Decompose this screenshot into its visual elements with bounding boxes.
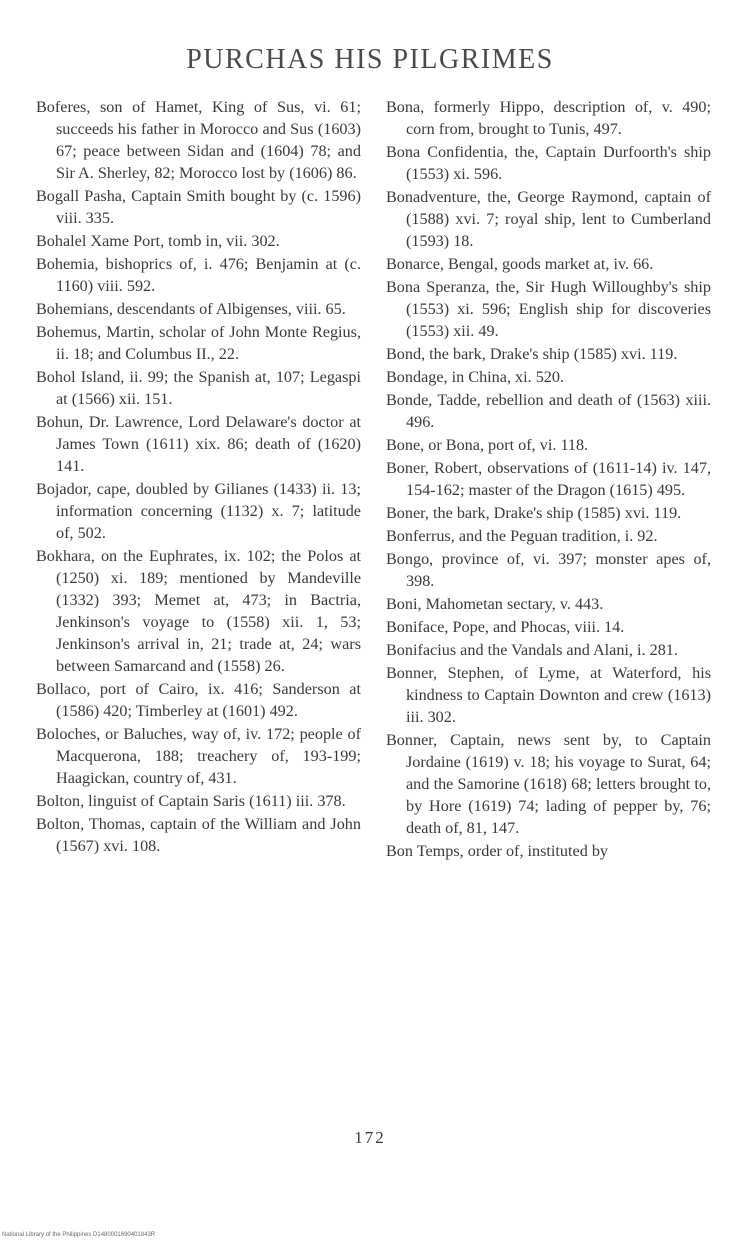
- index-entry: Boner, Robert, observations of (1611-14) iv. 147, 154-162; master of the Dragon (1615) 495.: [386, 459, 711, 499]
- index-entry: Bond, the bark, Drake's ship (1585) xvi. 119.: [386, 345, 678, 363]
- index-entry: Bonadventure, the, George Raymond, captain of (1588) xvi. 7; royal ship, lent to Cumberland (1593) 18.: [386, 188, 711, 250]
- index-entry: Bohol Island, ii. 99; the Spanish at, 107; Legaspi at (1566) xii. 151.: [36, 368, 361, 408]
- index-entry: Boferes, son of Hamet, King of Sus, vi. 61; succeeds his father in Morocco and Sus (1603) 67; peace between Sidan and (1604) 78; and Sir A. Sherley, 82; Morocco lost by (1606) 86.: [36, 98, 361, 182]
- index-entry: Bogall Pasha, Captain Smith bought by (c. 1596) viii. 335.: [36, 187, 361, 227]
- index-entry: Boloches, or Baluches, way of, iv. 172; people of Macquerona, 188; treachery of, 193-199; Haagickan, country of, 431.: [36, 725, 361, 787]
- index-entry: Bonde, Tadde, rebellion and death of (1563) xiii. 496.: [386, 391, 711, 431]
- left-column: [36, 96, 361, 858]
- index-entry: Boni, Mahometan sectary, v. 443.: [386, 595, 604, 613]
- page-title: PURCHAS HIS PILGRIMES: [186, 44, 554, 75]
- index-entry: Bona Confidentia, the, Captain Durfoorth's ship (1553) xi. 596.: [386, 143, 711, 183]
- index-entry: Bondage, in China, xi. 520.: [386, 368, 565, 386]
- index-entry: Bone, or Bona, port of, vi. 118.: [386, 436, 589, 454]
- scan-credit: National Library of the Philippines D1480001690401843R: [2, 1232, 156, 1238]
- index-entry: Bokhara, on the Euphrates, ix. 102; the Polos at (1250) xi. 189; mentioned by Mandeville (1332) 393; Memet at, 473; in Bactria, Jenkinson's voyage to (1558) xii. 1, 53; Jenkinson's arrival in, 21; trade at, 24; wars between Samarcand and (1558) 26.: [36, 547, 361, 675]
- index-entry: Bongo, province of, vi. 397; monster apes of, 398.: [386, 550, 711, 590]
- index-entry: Bohemia, bishoprics of, i. 476; Benjamin at (c. 1160) viii. 592.: [36, 255, 361, 295]
- index-entry: Bonner, Stephen, of Lyme, at Waterford, his kindness to Captain Downton and crew (1613) iii. 302.: [386, 664, 711, 726]
- index-entry: Bona Speranza, the, Sir Hugh Willoughby's ship (1553) xi. 596; English ship for discoveries (1553) xii. 49.: [386, 278, 711, 340]
- index-entry: Boner, the bark, Drake's ship (1585) xvi. 119.: [386, 504, 682, 522]
- index-entry: Bona, formerly Hippo, description of, v. 490; corn from, brought to Tunis, 497.: [386, 98, 711, 138]
- page-number: 172: [354, 1128, 386, 1147]
- right-column: [386, 96, 711, 863]
- index-entry: Bonifacius and the Vandals and Alani, i. 281.: [386, 641, 678, 659]
- index-entry: Bolton, linguist of Captain Saris (1611) iii. 378.: [36, 792, 346, 810]
- index-entry: Bonner, Captain, news sent by, to Captain Jordaine (1619) v. 18; his voyage to Surat, 64; and the Samorine (1618) 68; letters brought to, by Hore (1619) 74; lading of pepper by, 76; death of, 81, 147.: [386, 731, 711, 837]
- index-entry: Bon Temps, order of, instituted by: [386, 842, 609, 860]
- index-entry: Bohalel Xame Port, tomb in, vii. 302.: [36, 232, 280, 250]
- index-entry: Bollaco, port of Cairo, ix. 416; Sanderson at (1586) 420; Timberley at (1601) 492.: [36, 680, 361, 720]
- index-entry: Bohemus, Martin, scholar of John Monte Regius, ii. 18; and Columbus II., 22.: [36, 323, 361, 363]
- index-entry: Bonferrus, and the Peguan tradition, i. 92.: [386, 527, 658, 545]
- index-entry: Bolton, Thomas, captain of the William and John (1567) xvi. 108.: [36, 815, 361, 855]
- index-entry: Bohemians, descendants of Albigenses, viii. 65.: [36, 300, 346, 318]
- index-entry: Bojador, cape, doubled by Gilianes (1433) ii. 13; information concerning (1132) x. 7; latitude of, 502.: [36, 480, 361, 542]
- index-entry: Bonarce, Bengal, goods market at, iv. 66.: [386, 255, 654, 273]
- index-entry: Bohun, Dr. Lawrence, Lord Delaware's doctor at James Town (1611) xix. 86; death of (1620) 141.: [36, 413, 361, 475]
- index-entry: Boniface, Pope, and Phocas, viii. 14.: [386, 618, 625, 636]
